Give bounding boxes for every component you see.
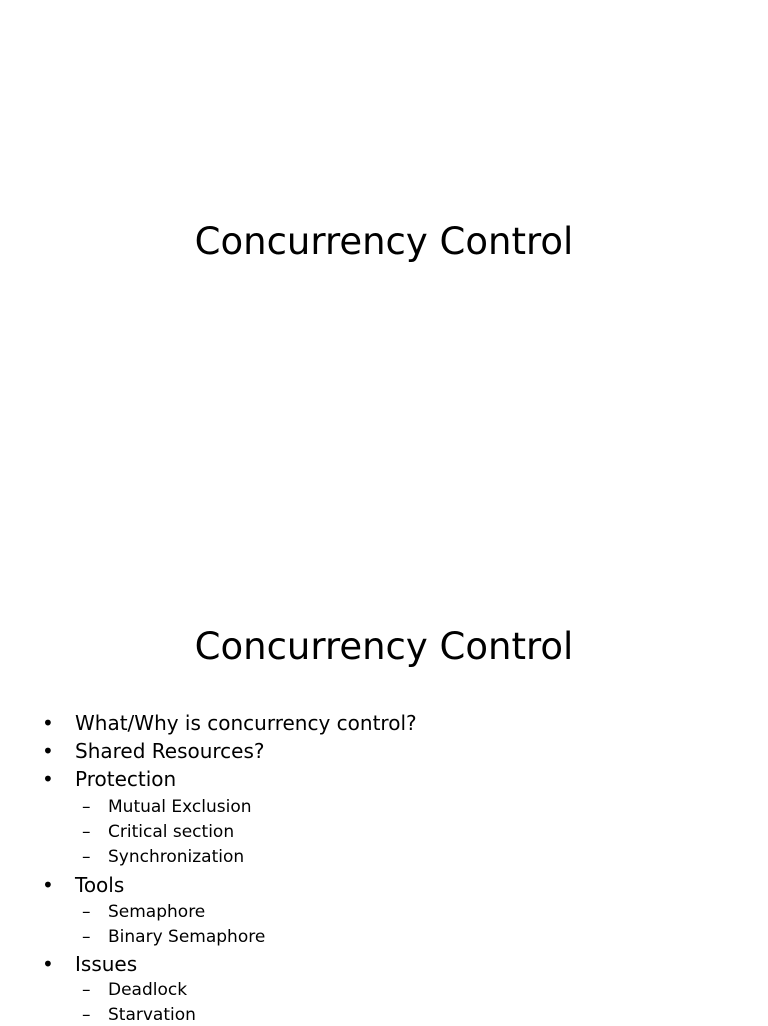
bullet-text: Protection (75, 767, 177, 791)
bullet-marker: • (42, 952, 54, 976)
bullet-text: Shared Resources? (75, 739, 265, 763)
bullet-marker: • (42, 739, 54, 763)
bullet-text: Tools (75, 873, 125, 897)
sub-bullet-text: Synchronization (108, 847, 245, 867)
bullet-text: What/Why is concurrency control? (75, 711, 417, 735)
bullet-marker: • (42, 873, 54, 897)
dash-marker: – (82, 902, 91, 922)
dash-marker: – (82, 822, 91, 842)
bullet-marker: • (42, 767, 54, 791)
dash-marker: – (82, 980, 91, 1000)
dash-marker: – (82, 1005, 91, 1025)
sub-bullet-text: Mutual Exclusion (108, 797, 252, 817)
slide-1 (0, 0, 768, 512)
sub-bullet-text: Starvation (108, 1005, 196, 1025)
sub-bullet-text: Semaphore (108, 902, 206, 922)
dash-marker: – (82, 927, 91, 947)
bullet-marker: • (42, 711, 54, 735)
bullet-list (0, 512, 768, 1024)
slide-2-title: Concurrency Control (194, 625, 574, 668)
sub-bullet-text: Deadlock (108, 980, 188, 1000)
sub-bullet-text: Critical section (108, 822, 235, 842)
slide-1-title: Concurrency Control (194, 220, 574, 263)
bullet-text: Issues (75, 952, 138, 976)
dash-marker: – (82, 797, 91, 817)
sub-bullet-text: Binary Semaphore (108, 927, 266, 947)
slide-2 (0, 512, 768, 1024)
dash-marker: – (82, 847, 91, 867)
